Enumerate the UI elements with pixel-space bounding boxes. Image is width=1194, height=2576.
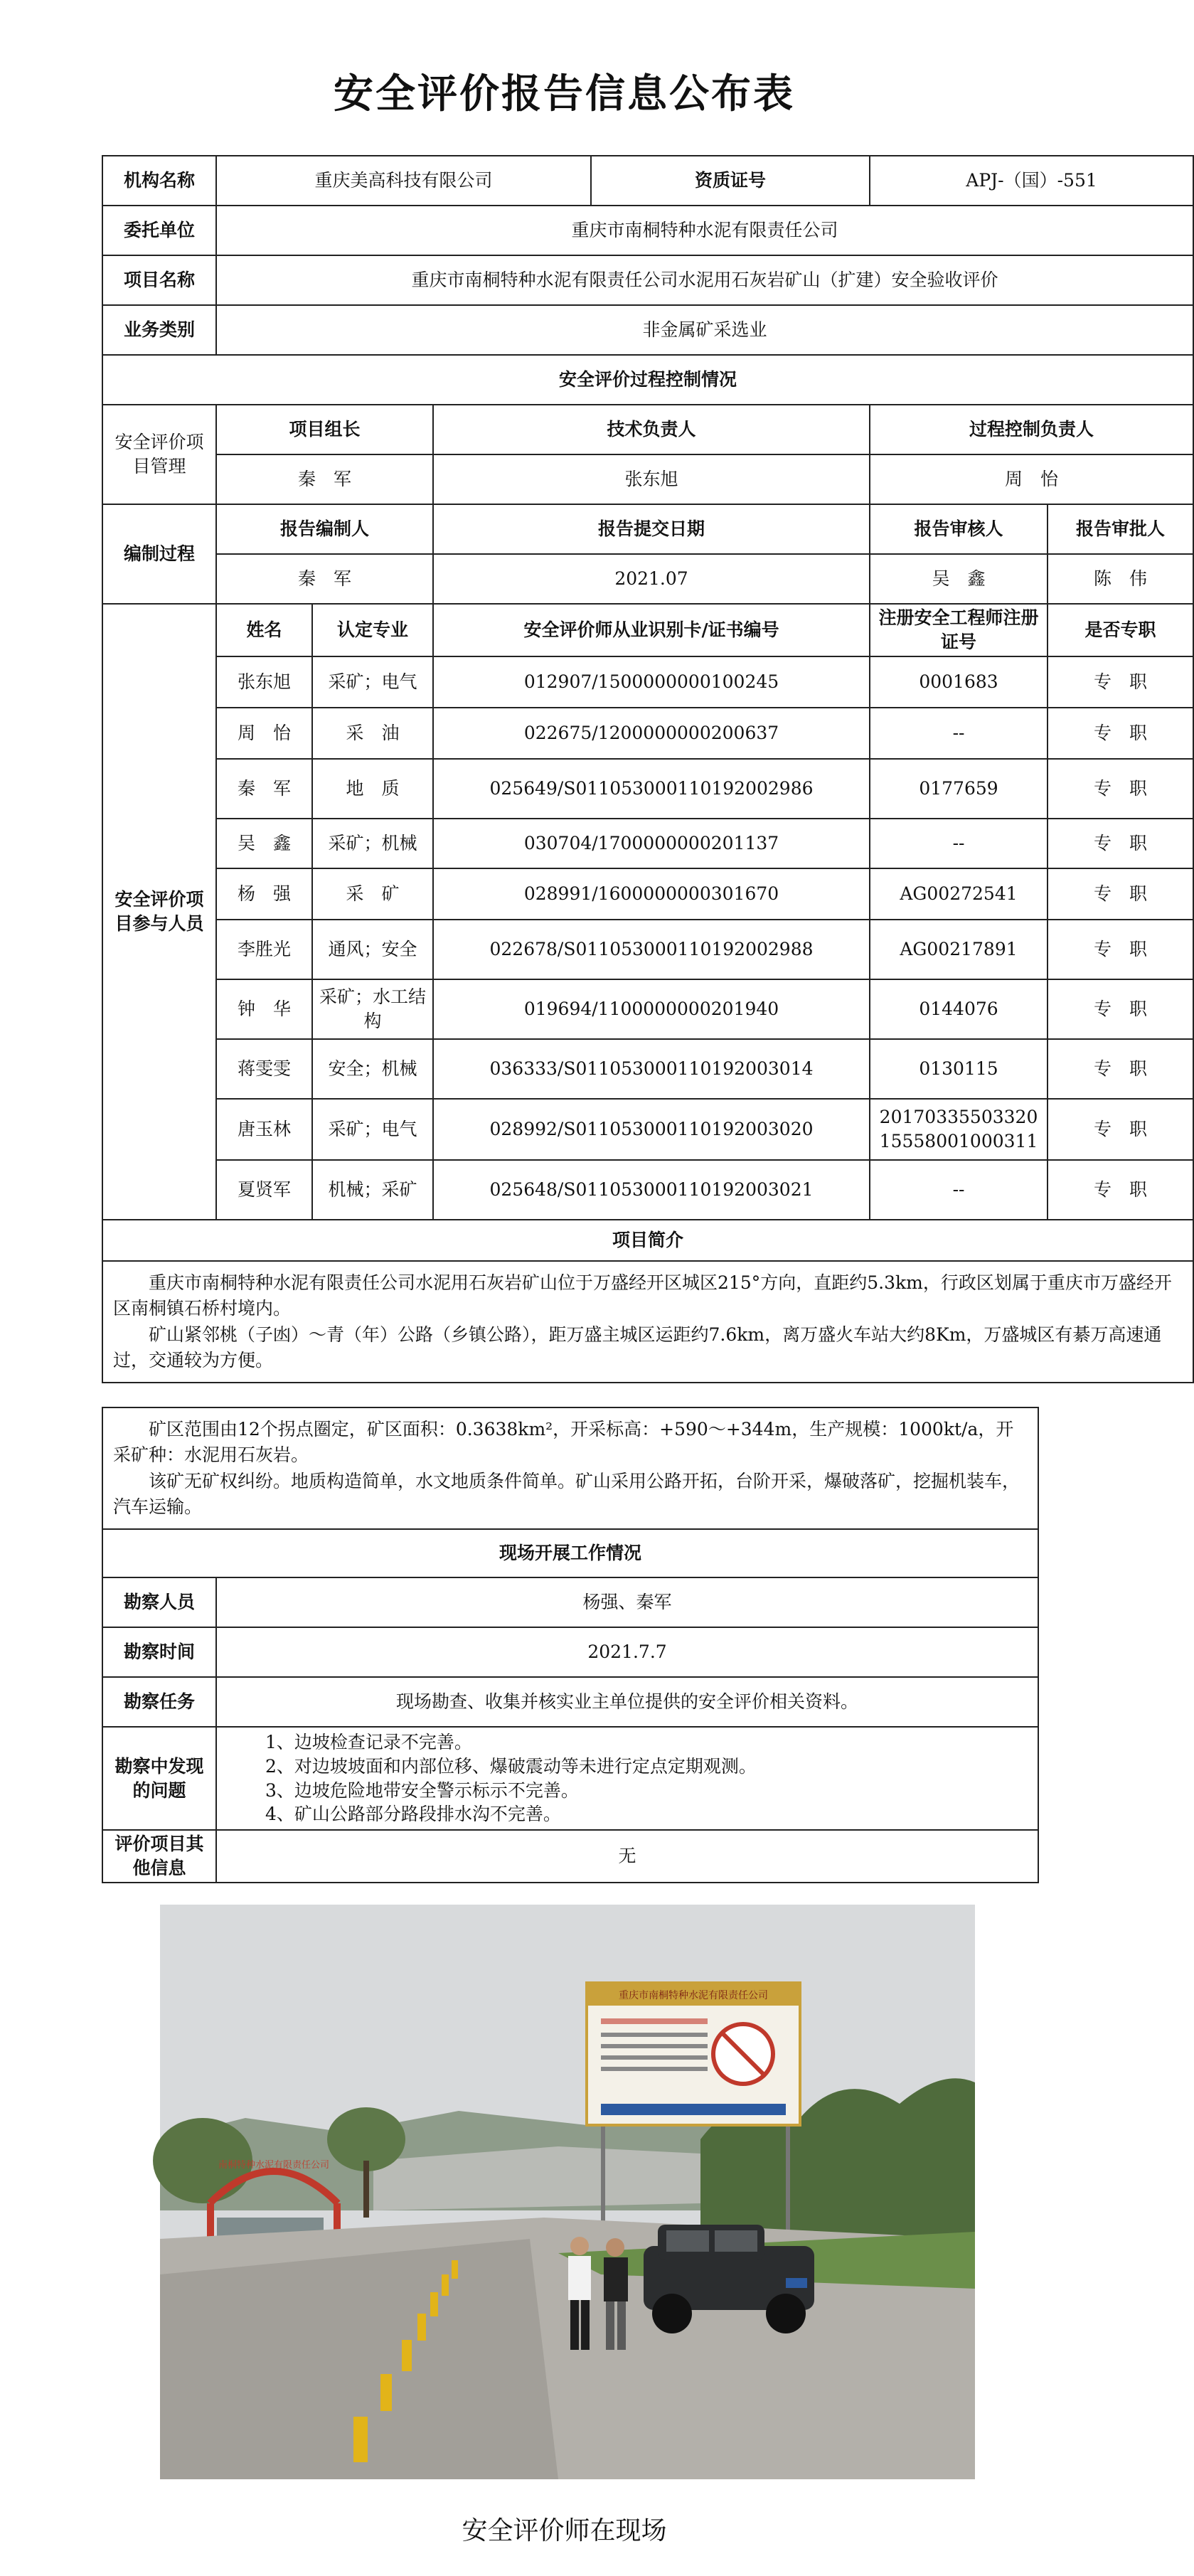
compile-header: 报告编制人: [216, 504, 433, 554]
compile-value: 秦 军: [216, 554, 433, 604]
staff-major: 采矿；电气: [312, 656, 433, 708]
staff-card: 022678/S011053000110192002988: [433, 920, 870, 979]
list-item: 1、边坡检查记录不完善。: [265, 1732, 472, 1752]
staff-fulltime: 专 职: [1048, 819, 1193, 868]
staff-major: 采矿；电气: [312, 1099, 433, 1160]
staff-major: 安全；机械: [312, 1039, 433, 1099]
staff-card: 019694/1100000000201940: [433, 979, 870, 1039]
staff-reg: --: [870, 819, 1048, 868]
staff-name: 钟 华: [216, 979, 312, 1039]
staff-name: 秦 军: [216, 759, 312, 819]
issues-list: [216, 1727, 1038, 1830]
staff-reg: 0144076: [870, 979, 1048, 1039]
staff-header: 注册安全工程师注册证号: [870, 604, 1048, 656]
staff-fulltime: 专 职: [1048, 868, 1193, 920]
staff-major: 机械；采矿: [312, 1160, 433, 1220]
table-row: [102, 819, 1193, 868]
intro-paragraph: 矿山紧邻桃（子凼）～青（年）公路（乡镇公路），距万盛主城区运距约7.6km，离万盛火车站大约8Km，万盛城区有綦万高速通过，交通较为方便。: [113, 1324, 1162, 1371]
staff-name: 周 怡: [216, 708, 312, 759]
staff-name: 杨 强: [216, 868, 312, 920]
staff-card: 025648/S011053000110192003021: [433, 1160, 870, 1220]
staff-card: 028991/1600000000301670: [433, 868, 870, 920]
gate-sign-text: 南桐特种水泥有限责任公司: [218, 2160, 330, 2171]
mgmt-header: 技术负责人: [433, 405, 870, 454]
cert-value: APJ-（国）-551: [870, 156, 1193, 206]
intro-section-title: 项目简介: [102, 1220, 1193, 1261]
compile-header: 报告提交日期: [433, 504, 870, 554]
staff-major: 采矿；机械: [312, 819, 433, 868]
table-row: [102, 1099, 1193, 1160]
survey-task-label: 勘察任务: [102, 1677, 216, 1727]
info-table: [102, 155, 1194, 1383]
staff-name: 唐玉林: [216, 1099, 312, 1160]
mgmt-value: 秦 军: [216, 454, 433, 504]
staff-fulltime: 专 职: [1048, 759, 1193, 819]
business-label: 业务类别: [102, 305, 216, 355]
business-value: 非金属矿采选业: [216, 305, 1193, 355]
staff-fulltime: 专 职: [1048, 708, 1193, 759]
staff-fulltime: 专 职: [1048, 920, 1193, 979]
table-row: [102, 759, 1193, 819]
photo-caption: 安全评价师在现场: [462, 2516, 667, 2545]
mgmt-value: 张东旭: [433, 454, 870, 504]
list-item: 2、对边坡坡面和内部位移、爆破震动等未进行定点定期观测。: [265, 1755, 757, 1777]
list-item: 3、边坡危险地带安全警示标示不完善。: [265, 1779, 579, 1801]
table-row: [102, 656, 1193, 708]
staff-reg: 0130115: [870, 1039, 1048, 1099]
staff-card: 036333/S011053000110192003014: [433, 1039, 870, 1099]
intro-paragraphs: [102, 1261, 1193, 1383]
staff-header: 安全评价师从业识别卡/证书编号: [433, 604, 870, 656]
staff-major: 地 质: [312, 759, 433, 819]
staff-major: 采 矿: [312, 868, 433, 920]
org-value: 重庆美高科技有限公司: [216, 156, 591, 206]
project-value: 重庆市南桐特种水泥有限责任公司水泥用石灰岩矿山（扩建）安全验收评价: [216, 255, 1193, 305]
intro-paragraph: 该矿无矿权纠纷。地质构造简单，水文地质条件简单。矿山采用公路开拓，台阶开采，爆破落矿，挖掘机装车，汽车运输。: [113, 1470, 1020, 1517]
page-title: 安全评价报告信息公布表: [334, 71, 795, 117]
intro-paragraph: 重庆市南桐特种水泥有限责任公司水泥用石灰岩矿山位于万盛经开区城区215°方向，直距约5.3km，行政区划属于重庆市万盛经开区南桐镇石桥村境内。: [113, 1272, 1172, 1319]
billboard-header: 重庆市南桐特种水泥有限责任公司: [619, 1990, 768, 2001]
table-row: [102, 979, 1193, 1039]
staff-card: 028992/S011053000110192003020: [433, 1099, 870, 1160]
process-section-title: 安全评价过程控制情况: [102, 355, 1193, 405]
staff-reg: AG00217891: [870, 920, 1048, 979]
staff-name: 夏贤军: [216, 1160, 312, 1220]
staff-fulltime: 专 职: [1048, 1039, 1193, 1099]
staff-reg: --: [870, 1160, 1048, 1220]
table-row: [102, 920, 1193, 979]
staff-name: 蒋雯雯: [216, 1039, 312, 1099]
client-value: 重庆市南桐特种水泥有限责任公司: [216, 206, 1193, 255]
compile-value: 陈 伟: [1048, 554, 1193, 604]
field-section-title: 现场开展工作情况: [102, 1529, 1038, 1577]
staff-reg: 2017033550332015558001000311: [870, 1099, 1048, 1160]
compile-header: 报告审核人: [870, 504, 1048, 554]
table-row: [102, 868, 1193, 920]
staff-card: 022675/1200000000200637: [433, 708, 870, 759]
staff-major: 通风；安全: [312, 920, 433, 979]
mgmt-header: 项目组长: [216, 405, 433, 454]
staff-card: 025649/S011053000110192002986: [433, 759, 870, 819]
site-photo: [160, 1905, 975, 2479]
other-info-value: 无: [216, 1830, 1038, 1883]
survey-time-value: 2021.7.7: [216, 1627, 1038, 1677]
staff-name: 李胜光: [216, 920, 312, 979]
mgmt-label: 安全评价项目管理: [102, 405, 216, 504]
issues-label: 勘察中发现的问题: [102, 1727, 216, 1830]
table-row: [102, 1039, 1193, 1099]
staff-fulltime: 专 职: [1048, 1160, 1193, 1220]
survey-task-value: 现场勘查、收集并核实业主单位提供的安全评价相关资料。: [216, 1677, 1038, 1727]
mgmt-header: 过程控制负责人: [870, 405, 1193, 454]
mgmt-value: 周 怡: [870, 454, 1193, 504]
other-info-label: 评价项目其他信息: [102, 1830, 216, 1883]
org-label: 机构名称: [102, 156, 216, 206]
cert-label: 资质证号: [591, 156, 870, 206]
staff-fulltime: 专 职: [1048, 979, 1193, 1039]
staff-reg: 0177659: [870, 759, 1048, 819]
compile-value: 吴 鑫: [870, 554, 1048, 604]
staff-header: 认定专业: [312, 604, 433, 656]
staff-card: 030704/1700000000201137: [433, 819, 870, 868]
survey-people-value: 杨强、秦军: [216, 1577, 1038, 1627]
staff-name: 张东旭: [216, 656, 312, 708]
field-table: [102, 1407, 1039, 1883]
staff-major: 采矿；水工结构: [312, 979, 433, 1039]
client-label: 委托单位: [102, 206, 216, 255]
list-item: 4、矿山公路部分路段排水沟不完善。: [265, 1804, 561, 1825]
staff-reg: 0001683: [870, 656, 1048, 708]
intro-paragraphs-continued: [102, 1407, 1038, 1529]
staff-name: 吴 鑫: [216, 819, 312, 868]
table-row: [102, 708, 1193, 759]
staff-fulltime: 专 职: [1048, 656, 1193, 708]
compile-label: 编制过程: [102, 504, 216, 604]
survey-people-label: 勘察人员: [102, 1577, 216, 1627]
staff-fulltime: 专 职: [1048, 1099, 1193, 1160]
staff-reg: --: [870, 708, 1048, 759]
project-label: 项目名称: [102, 255, 216, 305]
staff-reg: AG00272541: [870, 868, 1048, 920]
staff-label: 安全评价项目参与人员: [102, 604, 216, 1220]
compile-header: 报告审批人: [1048, 504, 1193, 554]
staff-major: 采 油: [312, 708, 433, 759]
staff-header: 是否专职: [1048, 604, 1193, 656]
intro-paragraph: 矿区范围由12个拐点圈定，矿区面积：0.3638km²，开采标高：+590～+344m，生产规模：1000kt/a，开采矿种：水泥用石灰岩。: [113, 1419, 1014, 1466]
compile-value: 2021.07: [433, 554, 870, 604]
table-row: [102, 1160, 1193, 1220]
staff-card: 012907/1500000000100245: [433, 656, 870, 708]
survey-time-label: 勘察时间: [102, 1627, 216, 1677]
staff-header: 姓名: [216, 604, 312, 656]
